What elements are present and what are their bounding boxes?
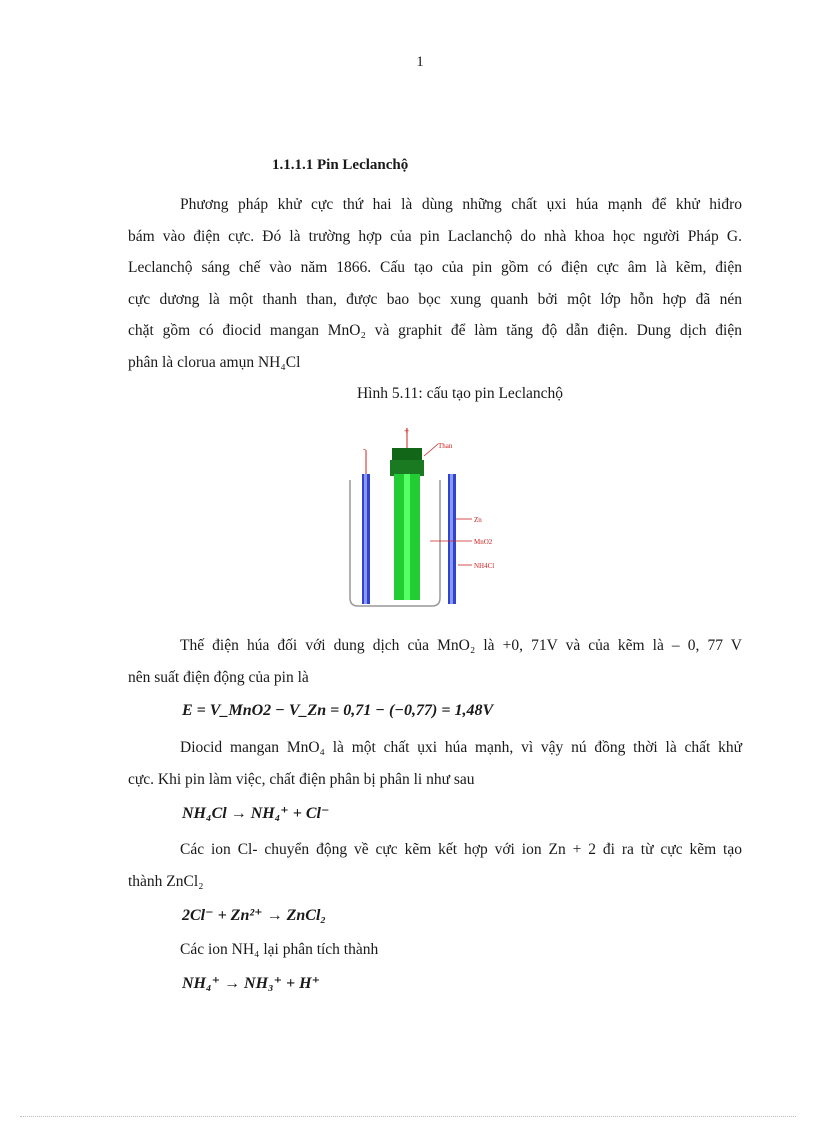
- paragraph-line: phân là clorua amụn NH₄Cl: [128, 353, 301, 371]
- label-mno2: MnO2: [474, 538, 493, 546]
- label-than: Than: [438, 442, 453, 450]
- paragraph-line: Leclanchộ sáng chế vào năm 1866. Cấu tạo của pin gồm có điện cực âm là kẽm, điện: [128, 259, 742, 276]
- page-number: 1: [416, 54, 424, 70]
- carbon-rod-highlight: [404, 474, 410, 600]
- than-pointer: [424, 444, 438, 456]
- paragraph-line: Phương pháp khử cực thứ hai là dùng những chất ụxi húa mạnh để khử hiđro: [180, 196, 742, 213]
- cell-diagram-svg: [330, 420, 530, 612]
- page-bottom-border: [20, 1116, 796, 1117]
- equation-emf: E = V_MnO2 − V_Zn = 0,71 − (−0,77) = 1,48V: [182, 702, 494, 719]
- equation-zncl2: 2Cl⁻ + Zn²⁺ → ZnCl₂: [182, 907, 326, 924]
- rod-cap: [392, 448, 422, 462]
- label-zn: Zn: [474, 516, 482, 524]
- label-nh4cl: NH4Cl: [474, 562, 495, 570]
- zinc-electrode-right-highlight: [450, 474, 453, 604]
- paragraph-line: Diocid mangan MnO₄ là một chất ụxi húa mạnh, vì vậy nú đồng thời là chất khử: [180, 739, 742, 756]
- paragraph-line: thành ZnCl₂: [128, 872, 204, 890]
- paragraph-line: Các ion NH₄ lại phân tích thành: [180, 941, 379, 958]
- rod-collar: [390, 460, 424, 476]
- leclanche-cell-diagram: [330, 420, 530, 612]
- paragraph-potential: [128, 630, 742, 693]
- positive-sign: +: [404, 426, 410, 436]
- negative-sign: -: [363, 444, 366, 454]
- paragraph-intro: [128, 189, 742, 378]
- paragraph-line: cực. Khi pin làm việc, chất điện phân bị phân li như sau: [128, 770, 475, 788]
- paragraph-line: bám vào điện cực. Đó là trường hợp của pin Laclanchộ do nhà khoa học người Pháp G.: [128, 227, 742, 245]
- zinc-electrode-left-highlight: [364, 474, 367, 604]
- equation-dissociation: NH₄Cl → NH₄⁺ + Cl⁻: [182, 805, 330, 822]
- equation-ammonium: NH₄⁺ → NH₃⁺ + H⁺: [182, 975, 321, 992]
- paragraph-line: Các ion Cl- chuyển động về cực kẽm kết hợp với ion Zn + 2 đi ra từ cực kẽm tạo: [180, 841, 742, 858]
- paragraph-chloride: [128, 834, 742, 897]
- paragraph-ammonium: [180, 934, 742, 966]
- paragraph-line: chặt gồm có điocid mangan MnO₂ và graphit để làm tăng độ dẫn điện. Dung dịch điện: [128, 322, 742, 339]
- figure-caption: Hình 5.11: cấu tạo pin Leclanchộ: [356, 385, 564, 402]
- paragraph-line: Thế điện húa đối với dung dịch của MnO₂ là +0, 71V và của kẽm là – 0, 77 V: [180, 637, 742, 654]
- section-heading: 1.1.1.1 Pin Leclanchộ: [272, 157, 409, 173]
- paragraph-line: nên suất điện động của pin là: [128, 668, 309, 686]
- paragraph-line: cực dương là một thanh than, được bao bọc xung quanh bởi một lớp hỗn hợp đã nén: [128, 290, 742, 308]
- paragraph-depolarizer: [128, 732, 742, 795]
